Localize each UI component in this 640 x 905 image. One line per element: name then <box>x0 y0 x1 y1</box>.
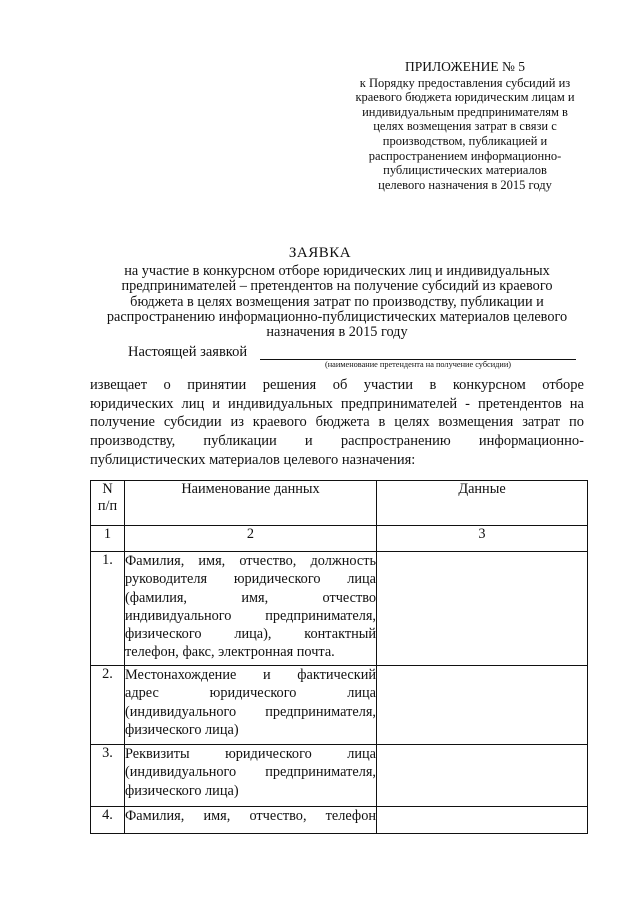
header-number: N п/п <box>91 481 125 526</box>
row-label-line: Фамилия, имя, отчество, телефон <box>125 808 376 824</box>
declaration-label: Настоящей заявкой <box>128 344 248 360</box>
row-label-line: физического лица), контактный <box>125 626 376 643</box>
subtitle-line: бюджета в целях возмещения затрат по производству, публикации и <box>130 293 544 310</box>
application-data-table <box>90 480 588 834</box>
intro-paragraph <box>90 376 584 470</box>
row-label-line: руководителя юридического лица <box>125 571 376 588</box>
annex-line: целевого назначения в 2015 году <box>378 177 552 192</box>
annex-title: ПРИЛОЖЕНИЕ № 5 <box>404 59 526 74</box>
row-label <box>125 552 377 666</box>
paragraph-line: юридических лиц и индивидуальных предпринимателей - претендентов на <box>90 395 584 412</box>
row-label-line: физического лица) <box>125 721 239 738</box>
row-number: 2. <box>91 666 125 745</box>
header-data-value: Данные <box>377 481 588 526</box>
paragraph-line: производству, публикации и распространению информационно- <box>90 433 584 450</box>
row-label-line: адрес юридического лица <box>125 685 376 702</box>
row-label-line: Местонахождение и фактический <box>125 667 376 683</box>
annex-line: к Порядку предоставления субсидий из <box>359 75 571 90</box>
row-label <box>125 666 377 745</box>
subtitle-line: предпринимателей – претендентов на получение субсидий из краевого <box>121 278 553 295</box>
annex-line: распространением информационно- <box>368 148 562 163</box>
subtitle-line: распространению информационно-публицистических материалов целевого <box>106 308 568 325</box>
table-row <box>91 666 588 745</box>
row-number: 4. <box>91 807 125 834</box>
row-label-line: Реквизиты юридического лица <box>125 746 376 762</box>
paragraph-line: получение субсидии из краевого бюджета в целях возмещения затрат по <box>90 414 584 431</box>
row-number: 1. <box>91 552 125 666</box>
row-value-cell[interactable] <box>377 807 588 834</box>
row-label-line: (индивидуального предпринимателя, <box>125 703 376 720</box>
subtitle-line: назначения в 2015 году <box>266 324 408 341</box>
header-data-name: Наименование данных <box>125 481 377 526</box>
index-cell: 3 <box>377 526 588 552</box>
annex-line: индивидуальным предпринимателям в <box>362 104 568 119</box>
row-label-line: (индивидуального предпринимателя, <box>125 764 376 781</box>
row-label-line: телефон, факс, электронная почта. <box>125 644 335 661</box>
index-cell: 2 <box>125 526 377 552</box>
applicant-name-caption: (наименование претендента на получение субсидии) <box>324 360 512 369</box>
document-subtitle <box>90 264 584 340</box>
row-value-cell[interactable] <box>377 552 588 666</box>
annex-line: краевого бюджета юридическим лицам и <box>355 90 575 105</box>
annex-header <box>350 60 580 192</box>
row-label-line: (фамилия, имя, отчество <box>125 589 376 606</box>
table-row <box>91 552 588 666</box>
row-label-line: физического лица) <box>125 782 239 799</box>
annex-line: производством, публикацией и <box>382 133 548 148</box>
subtitle-line: на участие в конкурсном отборе юридических лиц и индивидуальных <box>124 263 550 279</box>
paragraph-line: публицистических материалов целевого назначения: <box>90 451 416 468</box>
row-value-cell[interactable] <box>377 745 588 807</box>
table-header-row <box>91 481 588 526</box>
row-number: 3. <box>91 745 125 807</box>
document-title: ЗАЯВКА <box>288 245 352 261</box>
row-label-line: Фамилия, имя, отчество, должность <box>125 553 376 569</box>
table-row <box>91 745 588 807</box>
row-label <box>125 807 377 834</box>
row-value-cell[interactable] <box>377 666 588 745</box>
table-index-row <box>91 526 588 552</box>
annex-line: публицистических материалов <box>383 163 547 178</box>
row-label <box>125 745 377 807</box>
paragraph-line: извещает о принятии решения об участии в конкурсном отборе <box>90 377 584 393</box>
index-cell: 1 <box>91 526 125 552</box>
table-row <box>91 807 588 834</box>
row-label-line: индивидуального предпринимателя, <box>125 607 376 624</box>
annex-line: целях возмещения затрат в связи с <box>373 119 557 134</box>
